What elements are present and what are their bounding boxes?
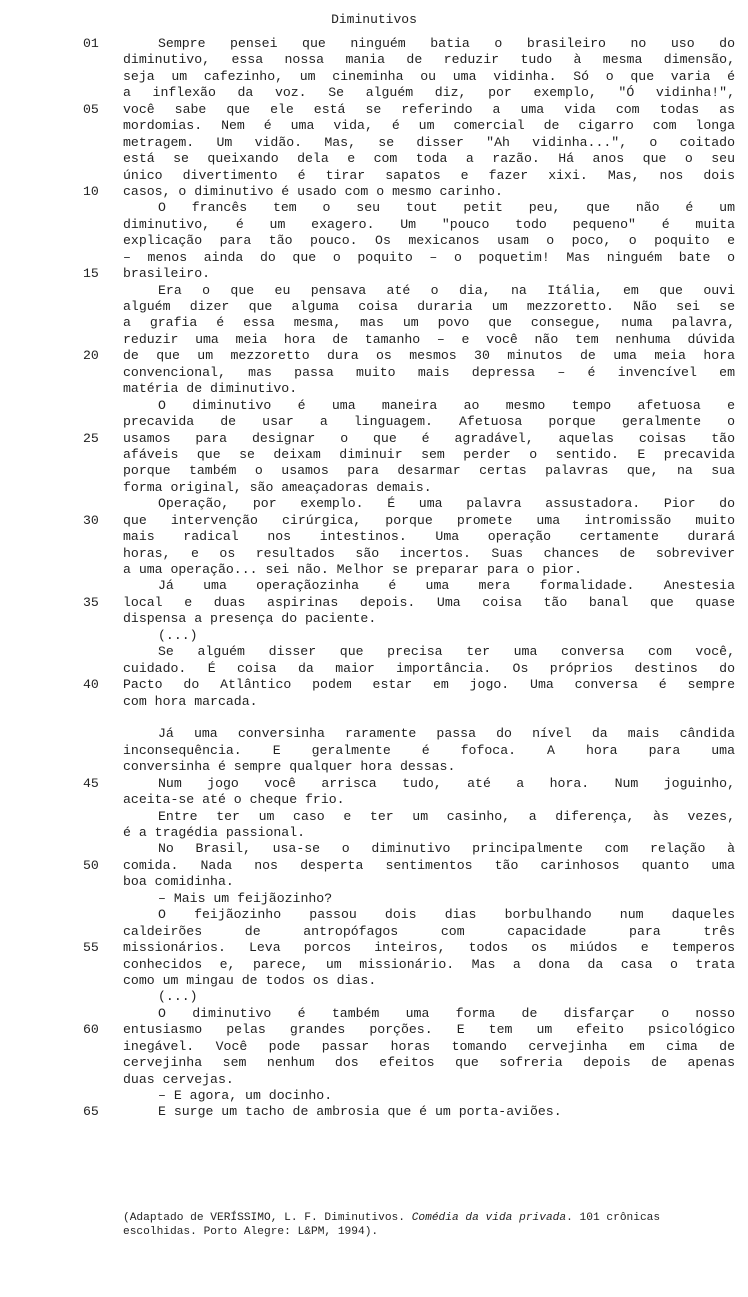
line-number: 10 xyxy=(83,183,99,199)
line-text: (...) xyxy=(158,627,198,643)
text-line xyxy=(0,694,748,710)
text-line xyxy=(0,578,748,594)
line-number: 15 xyxy=(83,266,99,282)
text-line xyxy=(0,398,748,414)
line-text: Num jogo você arrisca tudo, até a hora. Num joguinho, xyxy=(158,775,735,791)
text-line xyxy=(0,1104,748,1120)
line-text: O francês tem o seu tout petit peu, que não é um xyxy=(158,200,735,216)
line-text: que intervenção cirúrgica, porque promete uma intromissão muito xyxy=(123,512,735,528)
line-text: (...) xyxy=(158,989,198,1005)
line-text: boa comidinha. xyxy=(123,874,234,890)
blank-line xyxy=(0,710,748,726)
text-line xyxy=(0,168,748,184)
text-line xyxy=(0,759,748,775)
line-number: 05 xyxy=(83,101,99,117)
text-line xyxy=(0,151,748,167)
text-line xyxy=(0,743,748,759)
text-line xyxy=(0,283,748,299)
line-text: No Brasil, usa-se o diminutivo principalmente com relação à xyxy=(158,841,735,857)
line-text: está se queixando dela e com toda a razão. Há anos que o seu xyxy=(123,151,735,167)
line-text: precavida de usar a linguagem. Afetuosa porque geralmente o xyxy=(123,414,735,430)
text-line xyxy=(0,332,748,348)
text-line xyxy=(0,644,748,660)
line-text: conversinha é sempre qualquer hora dessas. xyxy=(123,759,456,775)
line-text: Já uma operaçãozinha é uma mera formalidade. Anestesia xyxy=(158,578,735,594)
line-text: Pacto do Atlântico podem estar em jogo. Uma conversa é sempre xyxy=(123,677,735,693)
line-number: 20 xyxy=(83,348,99,364)
line-text: Entre ter um caso e ter um casinho, a diferença, às vezes, xyxy=(158,808,735,824)
line-text: alguém dizer que alguma coisa duraria um mezzoretto. Não sei se xyxy=(123,299,735,314)
text-line xyxy=(0,858,748,874)
text-line xyxy=(0,480,748,496)
line-number: 65 xyxy=(83,1104,99,1120)
text-line xyxy=(0,1022,748,1038)
text-line xyxy=(0,365,748,381)
line-text: local e duas aspirinas depois. Uma coisa tão banal que quase xyxy=(123,594,735,610)
text-line xyxy=(0,381,748,397)
text-line xyxy=(0,595,748,611)
line-text: convencional, mas passa muito mais depressa – é invencível em xyxy=(123,364,735,380)
text-line xyxy=(0,562,748,578)
line-text: – E agora, um docinho. xyxy=(158,1088,333,1103)
line-text: Se alguém disser que precisa ter uma conversa com você, xyxy=(158,644,735,660)
line-text: diminutivo, é um exagero. Um "pouco todo pequeno" é muita xyxy=(123,216,735,232)
text-line xyxy=(0,315,748,331)
line-number: 01 xyxy=(83,36,99,51)
text-line xyxy=(0,726,748,742)
line-text: O diminutivo é uma maneira ao mesmo tempo afetuosa e xyxy=(158,397,735,413)
line-number: 25 xyxy=(83,430,99,446)
line-number: 30 xyxy=(83,512,99,528)
text-line xyxy=(0,299,748,315)
text-line xyxy=(0,266,748,282)
line-text: – menos ainda do que o poquito – o poquetim! Mas ninguém bate o xyxy=(123,249,735,265)
text-line xyxy=(0,414,748,430)
line-text: porque também o usamos para desarmar certas palavras que, na sua xyxy=(123,463,735,479)
document-title: Diminutivos xyxy=(331,12,417,27)
line-text: cervejinha sem nenhum dos efeitos que sofreria depois de apenas xyxy=(123,1055,735,1071)
line-text: Operação, por exemplo. É uma palavra assustadora. Pior do xyxy=(158,496,735,512)
text-line xyxy=(0,611,748,627)
line-text: inegável. Você pode passar horas tomando cervejinha em cima de xyxy=(123,1038,735,1054)
line-text: Sempre pensei que ninguém batia o brasileiro no uso do xyxy=(158,36,735,51)
line-number: 40 xyxy=(83,677,99,693)
text-line xyxy=(0,529,748,545)
source-suffix: . 101 crônicas escolhidas. Porto Alegre: L&PM, 1994). xyxy=(123,1212,661,1238)
text-line xyxy=(0,496,748,512)
line-text: mais radical nos intestinos. Uma operação certamente durará xyxy=(123,529,735,545)
text-line xyxy=(0,874,748,890)
line-text: caldeirões de antropófagos com capacidade para três xyxy=(123,923,735,939)
line-text: horas, e os resultados são incertos. Suas chances de sobreviver xyxy=(123,545,735,561)
line-text: usamos para designar o que é agradável, aquelas coisas tão xyxy=(123,430,735,446)
text-line xyxy=(0,907,748,923)
text-line xyxy=(0,957,748,973)
text-line xyxy=(0,184,748,200)
text-line xyxy=(0,628,748,644)
text-line xyxy=(0,1072,748,1088)
text-line xyxy=(0,135,748,151)
text-line xyxy=(0,1006,748,1022)
line-number: 35 xyxy=(83,594,99,610)
line-text: seja um cafezinho, um cineminha ou uma vidinha. Só o que varia é xyxy=(123,68,735,84)
text-line xyxy=(0,546,748,562)
line-text: afáveis que se deixam diminuir sem perder o sentido. E precavida xyxy=(123,446,735,462)
line-text: único divertimento é tirar sapatos e fazer xixi. Mas, nos dois xyxy=(123,167,735,183)
text-line xyxy=(0,809,748,825)
line-text: brasileiro. xyxy=(123,266,211,282)
source-prefix: (Adaptado de VERÍSSIMO, L. F. Diminutivos. xyxy=(123,1212,412,1224)
text-line xyxy=(0,1039,748,1055)
line-text: reduzir uma meia hora de tamanho – e você não tem nenhuma dúvida xyxy=(123,331,735,347)
text-line xyxy=(0,447,748,463)
line-text: missionários. Leva porcos inteiros, todos os miúdos e temperos xyxy=(123,940,735,956)
text-line xyxy=(0,118,748,134)
line-text: conhecidos e, parece, um missionário. Mas a dona da casa o trata xyxy=(123,956,735,972)
text-line xyxy=(0,1055,748,1071)
line-text: diminutivo, essa nossa mania de reduzir tudo à mesma dimensão, xyxy=(123,52,735,68)
text-line xyxy=(0,677,748,693)
line-text: aceita-se até o cheque frio. xyxy=(123,792,345,808)
text-line xyxy=(0,52,748,68)
text-line xyxy=(0,661,748,677)
line-text: mordomias. Nem é uma vida, é um comercial de cigarro com longa xyxy=(123,118,735,134)
line-text: inconsequência. E geralmente é fofoca. A hora para uma xyxy=(123,742,735,758)
text-line xyxy=(0,973,748,989)
text-line xyxy=(0,233,748,249)
text-line xyxy=(0,792,748,808)
line-text: a inflexão da voz. Se alguém diz, por exemplo, "Ó vidinha!", xyxy=(123,85,735,101)
line-text: Já uma conversinha raramente passa do nível da mais cândida xyxy=(158,726,735,742)
source-book-title: Comédia da vida privada xyxy=(411,1212,567,1224)
text-line xyxy=(0,924,748,940)
text-line xyxy=(0,102,748,118)
line-text: O feijãozinho passou dois dias borbulhando num daqueles xyxy=(158,907,735,923)
text-line xyxy=(0,825,748,841)
text-line xyxy=(0,200,748,216)
line-number: 50 xyxy=(83,857,99,873)
line-text: forma original, são ameaçadoras demais. xyxy=(123,479,432,495)
line-text: casos, o diminutivo é usado com o mesmo carinho. xyxy=(123,183,503,199)
line-text: cuidado. É coisa da maior importância. Os próprios destinos do xyxy=(123,660,735,676)
text-line xyxy=(0,989,748,1005)
line-text: duas cervejas. xyxy=(123,1071,234,1087)
line-text: explicação para tão pouco. Os mexicanos usam o poco, o poquito e xyxy=(123,233,735,249)
line-text: – Mais um feijãozinho? xyxy=(158,890,333,906)
text-line xyxy=(0,348,748,364)
line-text: comida. Nada nos desperta sentimentos tão carinhosos quanto uma xyxy=(123,857,735,873)
text-line xyxy=(0,776,748,792)
text-body xyxy=(0,36,748,1121)
line-text: como um mingau de todos os dias. xyxy=(123,972,377,988)
line-text: O diminutivo é também uma forma de disfarçar o nosso xyxy=(158,1005,735,1021)
text-line xyxy=(0,85,748,101)
line-text: a grafia é essa mesma, mas um povo que consegue, numa palavra, xyxy=(123,315,735,331)
line-number: 55 xyxy=(83,940,99,956)
line-number: 60 xyxy=(83,1022,99,1038)
text-line xyxy=(0,463,748,479)
line-text: dispensa a presença do paciente. xyxy=(123,611,377,627)
line-text: metragem. Um vidão. Mas, se disser "Ah vidinha...", o coitado xyxy=(123,134,735,150)
line-text: com hora marcada. xyxy=(123,693,258,709)
text-line xyxy=(0,217,748,233)
text-line xyxy=(0,841,748,857)
line-text: você sabe que ele está se referindo a uma vida com todas as xyxy=(123,101,735,117)
line-text: entusiasmo pelas grandes porções. E tem um efeito psicológico xyxy=(123,1022,735,1038)
source-citation xyxy=(123,1212,738,1239)
line-number: 45 xyxy=(83,775,99,791)
line-text: é a tragédia passional. xyxy=(123,825,306,840)
line-text: de que um mezzoretto dura os mesmos 30 minutos de uma meia hora xyxy=(123,348,735,364)
text-line xyxy=(0,891,748,907)
line-text: E surge um tacho de ambrosia que é um porta-aviões. xyxy=(158,1104,562,1120)
line-text: Era o que eu pensava até o dia, na Itália, em que ouvi xyxy=(158,282,735,298)
text-line xyxy=(0,69,748,85)
line-text: a uma operação... sei não. Melhor se preparar para o pior. xyxy=(123,562,582,577)
text-line xyxy=(0,36,748,52)
text-line xyxy=(0,1088,748,1104)
text-line xyxy=(0,513,748,529)
text-line xyxy=(0,940,748,956)
line-text: matéria de diminutivo. xyxy=(123,381,298,397)
text-line xyxy=(0,250,748,266)
text-line xyxy=(0,431,748,447)
